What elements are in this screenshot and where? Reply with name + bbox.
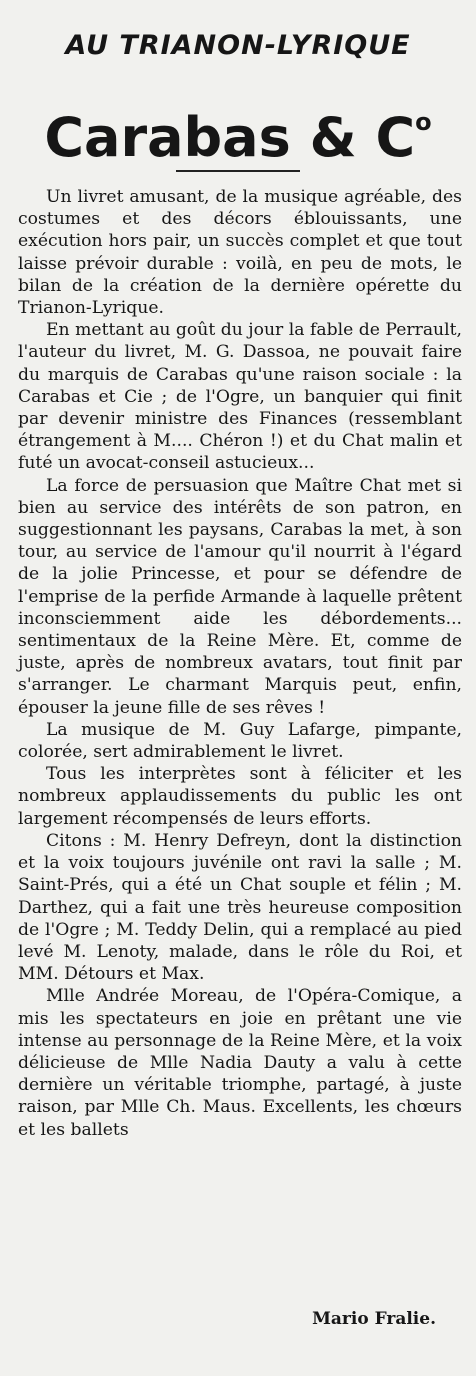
paragraph: Tous les interprètes sont à féliciter et les nombreux applaudissements du public les ont largement récompensés de leurs efforts. — [18, 764, 462, 829]
paragraph: Mlle Andrée Moreau, de l'Opéra-Comique, a mis les spectateurs en joie en prêtant une vie intense au personnage de la Reine Mère, et la voix délicieuse de Mlle Nadia Dauty a valu à cette dernière un véritable triomphe, partagé, à juste raison, par Mlle Ch. Maus. Excellents, les chœurs et les ballets — [18, 986, 462, 1140]
paragraph: Un livret amusant, de la musique agréable, des costumes et des décors éblouissants, une exécution hors pair, un succès complet et que tout laisse prévoir durable : voilà, en peu de mots, le bilan de la création de la dernière opérette du Trianon-Lyrique. — [18, 187, 462, 319]
article-signature: Mario Fralie. — [312, 1309, 436, 1329]
article-body — [18, 186, 462, 1141]
paragraph: La force de persuasion que Maître Chat met si bien au service des intérêts de son patron, en suggestionnant les paysans, Carabas la met, à son tour, au service de l'amour qu'il nourrit à l'égard de la jolie Princesse, et pour se défendre de l'emprise de la perfide Armande à laquelle prêtent inconsciemment aide les débordements... sentimentaux de la Reine Mère. Et, comme de juste, après de nombreux avatars, tout finit par s'arranger. Le charmant Marquis peut, enfin, épouser la jeune fille de ses rêves ! — [18, 475, 462, 718]
paragraph: Citons : M. Henry Defreyn, dont la distinction et la voix toujours juvénile ont ravi la salle ; M. Saint-Prés, qui a été un Chat souple et félin ; M. Darthez, qui a fait une très heureuse composition de l'Ogre ; M. Teddy Delin, qui a remplacé au pied levé M. Lenoty, malade, dans le rôle du Roi, et MM. Détours et Max. — [18, 830, 462, 985]
paragraph: En mettant au goût du jour la fable de Perrault, l'auteur du livret, M. G. Dassoa, ne pouvait faire du marquis de Carabas qu'une raison sociale : la Carabas et Cie ; de l'Ogre, un banquier qui finit par devenir ministre des Finances (ressemblant étrangement à M.... Chéron !) et du Chat malin et futé un avocat-conseil astucieux... — [18, 320, 462, 474]
article-kicker: AU TRIANON-LYRIQUE — [65, 30, 411, 61]
article-title-text: Carabas & C — [44, 106, 416, 169]
title-divider — [176, 170, 300, 172]
paragraph: La musique de M. Guy Lafarge, pimpante, colorée, sert admirablement le livret. — [18, 719, 462, 763]
article-title — [0, 92, 476, 168]
article-title-superscript: o — [415, 108, 432, 136]
